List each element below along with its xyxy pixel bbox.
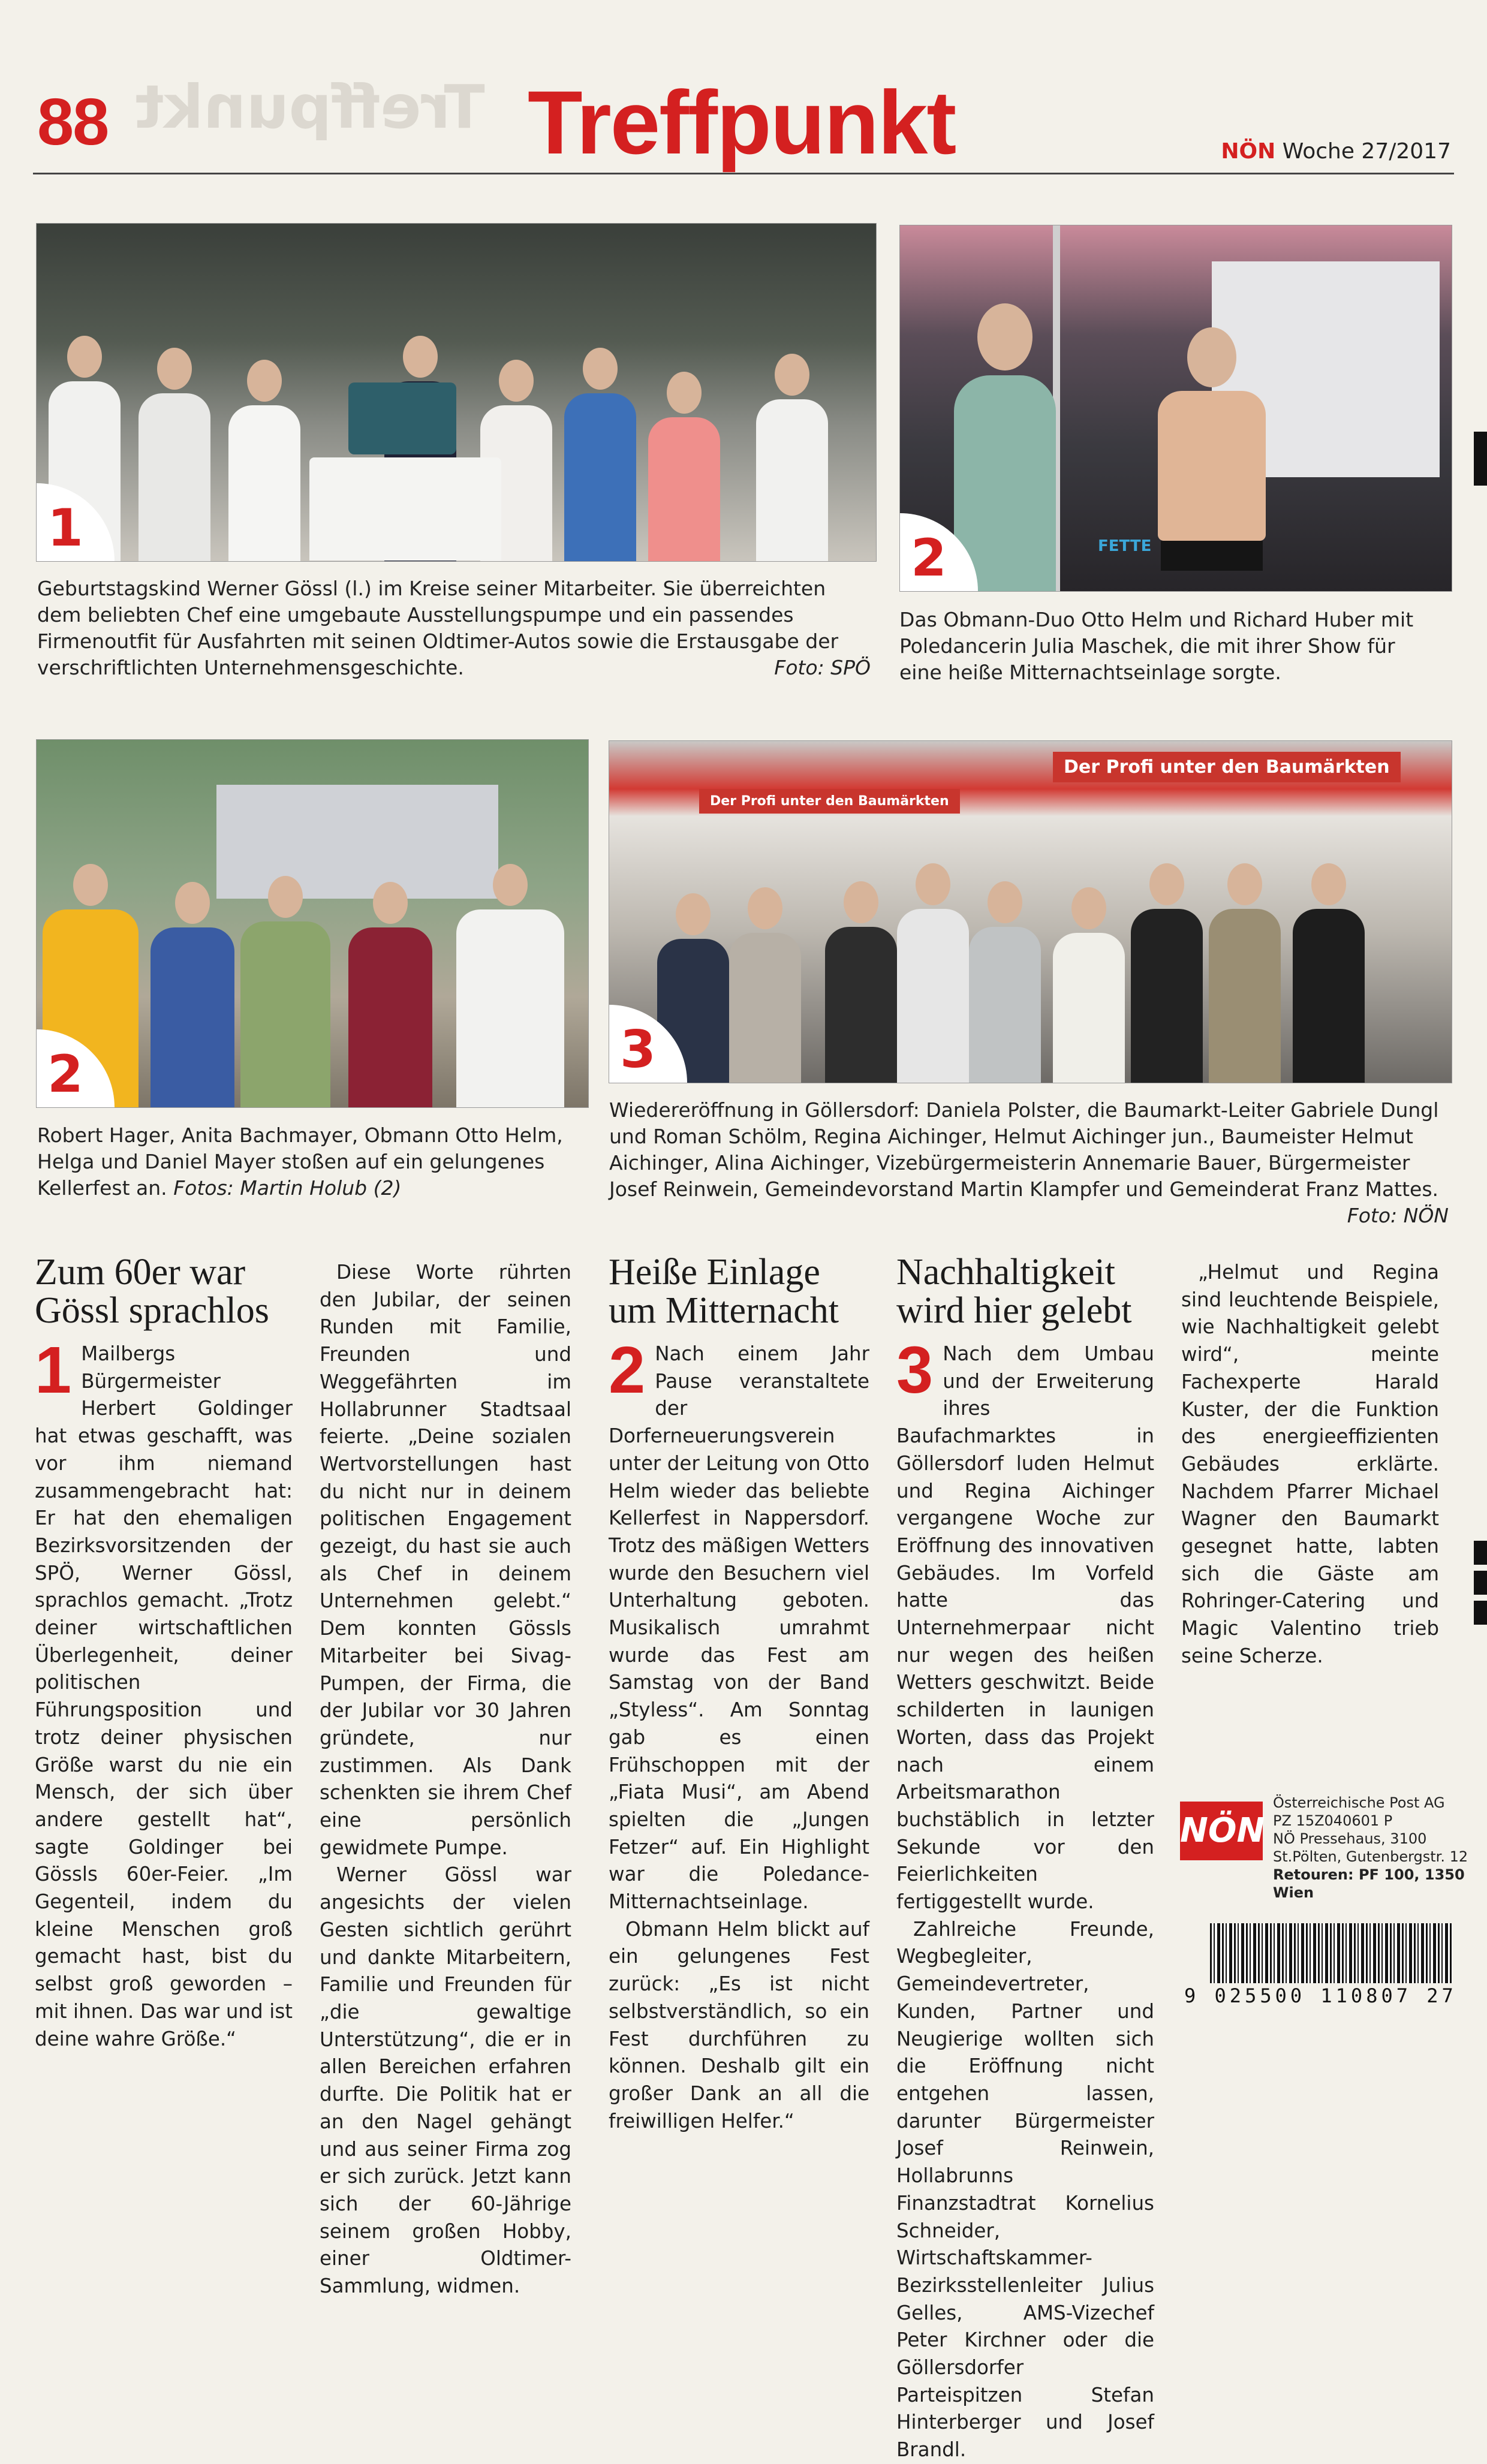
article-2-body-1: Nach einem Jahr Pause veranstaltete der Dorferneuerungsverein unter der Leitung von Otto Helm wieder das beliebte Kellerfest in Nappersdorf. Trotz des mäßigen Wetters wurde den Besuchern viel Unterhaltung geboten. Musikalisch umrahmt wurde das Fest am Samstag von der Band „Styless“. Am Sonntag gab es einen Frühschoppen mit der „Fiata Musi“, am Abend spielten die „Jungen Fetzer“ auf. Ein Highlight war die Poledance-Mitternachtseinlage. <box>609 1342 869 1914</box>
photo-number-badge: 1 <box>37 483 115 561</box>
caption-3-text: Robert Hager, Anita Bachmayer, Obmann Otto Helm, Helga und Daniel Mayer stoßen auf ein gelungenes Kellerfest an. <box>37 1123 563 1200</box>
non-logo: NÖN <box>1180 1802 1263 1860</box>
article-3-col-1 <box>896 1333 1154 2464</box>
post-line: St.Pölten, Gutenbergstr. 12 <box>1273 1848 1468 1865</box>
article-3-body-2: Zahlreiche Freunde, Wegbegleiter, Gemeindevertreter, Kunden, Partner und Neugierige wollten sich die Eröffnung nicht entgehen lassen, darunter Bürgermeister Josef Reinwein, Hollabrunns Finanzstadtrat Kornelius Schneider, Wirtschaftskammer-Bezirksstellenleiter Julius Gelles, AMS-Vizechef Peter Kirchner oder die Göllersdorfer Parteispitzen Stefan Hinterberger und Josef Brandl. <box>896 1917 1154 2462</box>
caption-1 <box>37 576 871 681</box>
issue-week: Woche 27/2017 <box>1282 139 1451 164</box>
post-line: Retouren: PF 100, 1350 Wien <box>1273 1866 1465 1901</box>
article-2-headline: Heiße Einlage um Mitternacht <box>609 1252 839 1331</box>
page-number: 88 <box>37 85 109 159</box>
article-1-body-1: Mailbergs Bürgermeister Herbert Goldinger hat etwas geschafft, was vor ihm niemand zusammengebracht hat: Er hat den ehemaligen Bezirksvorsitzenden der SPÖ, Werner Gössl, sprachlos gemacht. „Trotz deiner wirtschaftlichen Überlegenheit, deiner politischen Führungsposition und trotz deiner physischen Größe warst du nie ein Mensch, der sich über andere gestellt hat“, sagte Goldinger bei Gössls 60er-Feier. „Im Gegenteil, indem du kleine Menschen groß gemacht hast, bist du selbst groß geworden – mit ihnen. Das war und ist deine wahre Größe.“ <box>35 1342 293 2050</box>
article-1-headline: Zum 60er war Gössl sprachlos <box>35 1252 269 1331</box>
group-figures <box>609 878 1452 1083</box>
article-1-col-1 <box>35 1333 293 2053</box>
barcode-number: 9 025500 110807 27 <box>1184 1984 1457 2007</box>
article-2-body-2: Obmann Helm blickt auf ein gelungenes Fest zurück: „Es ist nicht selbstverständlich, so ein Fest durchführen zu können. Deshalb gilt ein großer Dank an all die freiwilligen Helfer.“ <box>609 1917 869 2132</box>
post-line: PZ 15Z040601 P <box>1273 1812 1393 1829</box>
man-green-shirt <box>954 303 1056 591</box>
photo-2 <box>899 225 1452 592</box>
article-2-number: 2 <box>609 1333 646 1407</box>
article-3-body-1: Nach dem Umbau und der Erweiterung ihres Baufachmarktes in Göllersdorf luden Helmut und Regina Aichinger vergangene Woche zur Eröffnung des innovativen Gebäudes. Im Vorfeld hatte das Unternehmerpaar nicht nur wegen des heißen Wetters geschwitzt. Beide schilderten in launigen Worten, dass das Projekt nach einem Arbeitsmarathon buchstäblich in letzter Sekunde vor den Feierlichkeiten fertiggestellt wurde. <box>896 1342 1154 1914</box>
table-with-pump <box>309 457 501 561</box>
article-1-number: 1 <box>35 1333 72 1407</box>
photo-1 <box>36 223 877 562</box>
article-3-headline: Nachhaltigkeit wird hier gelebt <box>896 1252 1132 1331</box>
group-figures <box>37 850 588 1107</box>
pump-gift <box>348 382 456 454</box>
edge-mark <box>1474 1571 1487 1595</box>
caption-4 <box>609 1097 1449 1229</box>
sign-fette: FETTE <box>1098 537 1152 555</box>
post-line: NÖ Pressehaus, 3100 <box>1273 1830 1427 1847</box>
photo-3 <box>36 739 589 1108</box>
store-banner-small: Der Profi unter den Baumärkten <box>699 789 960 814</box>
article-3-body-3: „Helmut und Regina sind leuchtende Beispiele, wie Nachhaltigkeit gelebt wird“, meinte Fachexperte Harald Kuster, der die Funktion des energieeffizienten Gebäudes erklärte. Nachdem Pfarrer Michael Wagner den Baumarkt gesegnet hatte, labten sich die Gäste am Rohringer-Catering und Magic Valentino trieb seine Scherze. <box>1181 1261 1439 1667</box>
barcode <box>1210 1923 1452 1983</box>
caption-4-credit: Foto: NÖN <box>1347 1204 1449 1227</box>
article-1-body-2: Diese Worte rührten den Jubilar, der seinen Runden mit Familie, Freunden und Weggefährten im Hollabrunner Stadtsaal feierte. „Deine sozialen Wertvorstellungen hast du nicht nur in deinem politischen Engagement gezeigt, du hast sie auch als Chef in deinem Unternehmen gelebt.“ Dem konnten Gössls Mitarbeiter bei Sivag-Pumpen, der Firma, die der Jubilar vor 30 Jahren gründete, nur zustimmen. Als Dank schenkten sie ihrem Chef eine persönlich gewidmete Pumpe. <box>320 1261 571 1859</box>
article-3-col-2 <box>1181 1259 1439 1670</box>
section-title: Treffpunkt <box>528 72 956 173</box>
caption-4-text: Wiedereröffnung in Göllersdorf: Daniela Polster, die Baumarkt-Leiter Gabriele Dungl und Roman Schölm, Regina Aichinger, Helmut Aichinger jun., Baumeister Helmut Aichinger, Alina Aichinger, Vizebürgermeisterin Annemarie Bauer, Bürgermeister Josef Reinwein, Gemeindevorstand Martin Klampfer und Gemeinderat Franz Mattes. <box>609 1098 1439 1201</box>
store-banner: Der Profi unter den Baumärkten <box>1053 752 1401 782</box>
show-through-ghost: Treffpunkt <box>135 72 485 142</box>
article-1-col-2 <box>320 1259 571 2300</box>
photo-number-badge: 3 <box>609 1005 687 1083</box>
article-1-body-3: Werner Gössl war angesichts der vielen Gesten sichtlich gerührt und dankte Mitarbeitern, Familie und Freunden für „die gewaltige Unterstützung“, die er in allen Bereichen erfahren durfte. Die Politik hat er an den Nagel gehängt und aus seiner Firma zog er sich zurück. Jetzt kann sich der 60-Jährige seinem großen Hobby, einer Oldtimer-Sammlung, widmen. <box>320 1863 571 2298</box>
header-rule <box>33 173 1454 174</box>
postal-info <box>1273 1794 1487 1902</box>
article-2-col <box>609 1333 869 2135</box>
brand: NÖN <box>1221 139 1276 164</box>
article-3-number: 3 <box>896 1333 934 1407</box>
photo-number-badge: 2 <box>900 513 978 591</box>
caption-1-credit: Foto: SPÖ <box>774 656 871 679</box>
caption-3-credit: Fotos: Martin Holub (2) <box>173 1176 402 1200</box>
edge-mark <box>1474 1541 1487 1565</box>
issue-label <box>1221 139 1451 164</box>
photo-number-badge: 2 <box>37 1029 115 1107</box>
caption-3 <box>37 1122 577 1201</box>
photo-4 <box>609 740 1452 1083</box>
caption-1-text: Geburtstagskind Werner Gössl (l.) im Kreise seiner Mitarbeiter. Sie überreichten dem beliebten Chef eine umgebaute Ausstellungspumpe und ein passendes Firmenoutfit für Ausfahrten mit seinen Oldtimer-Autos sowie die Erstausgabe der verschriftlichten Unternehmensgeschichte. <box>37 577 839 679</box>
edge-mark <box>1474 456 1487 486</box>
post-line: Österreichische Post AG <box>1273 1794 1445 1811</box>
edge-mark <box>1474 1601 1487 1625</box>
caption-2: Das Obmann-Duo Otto Helm und Richard Huber mit Poledancerin Julia Maschek, die mit ihrer Show für eine heiße Mitternachtseinlage sorgte. <box>899 608 1414 684</box>
